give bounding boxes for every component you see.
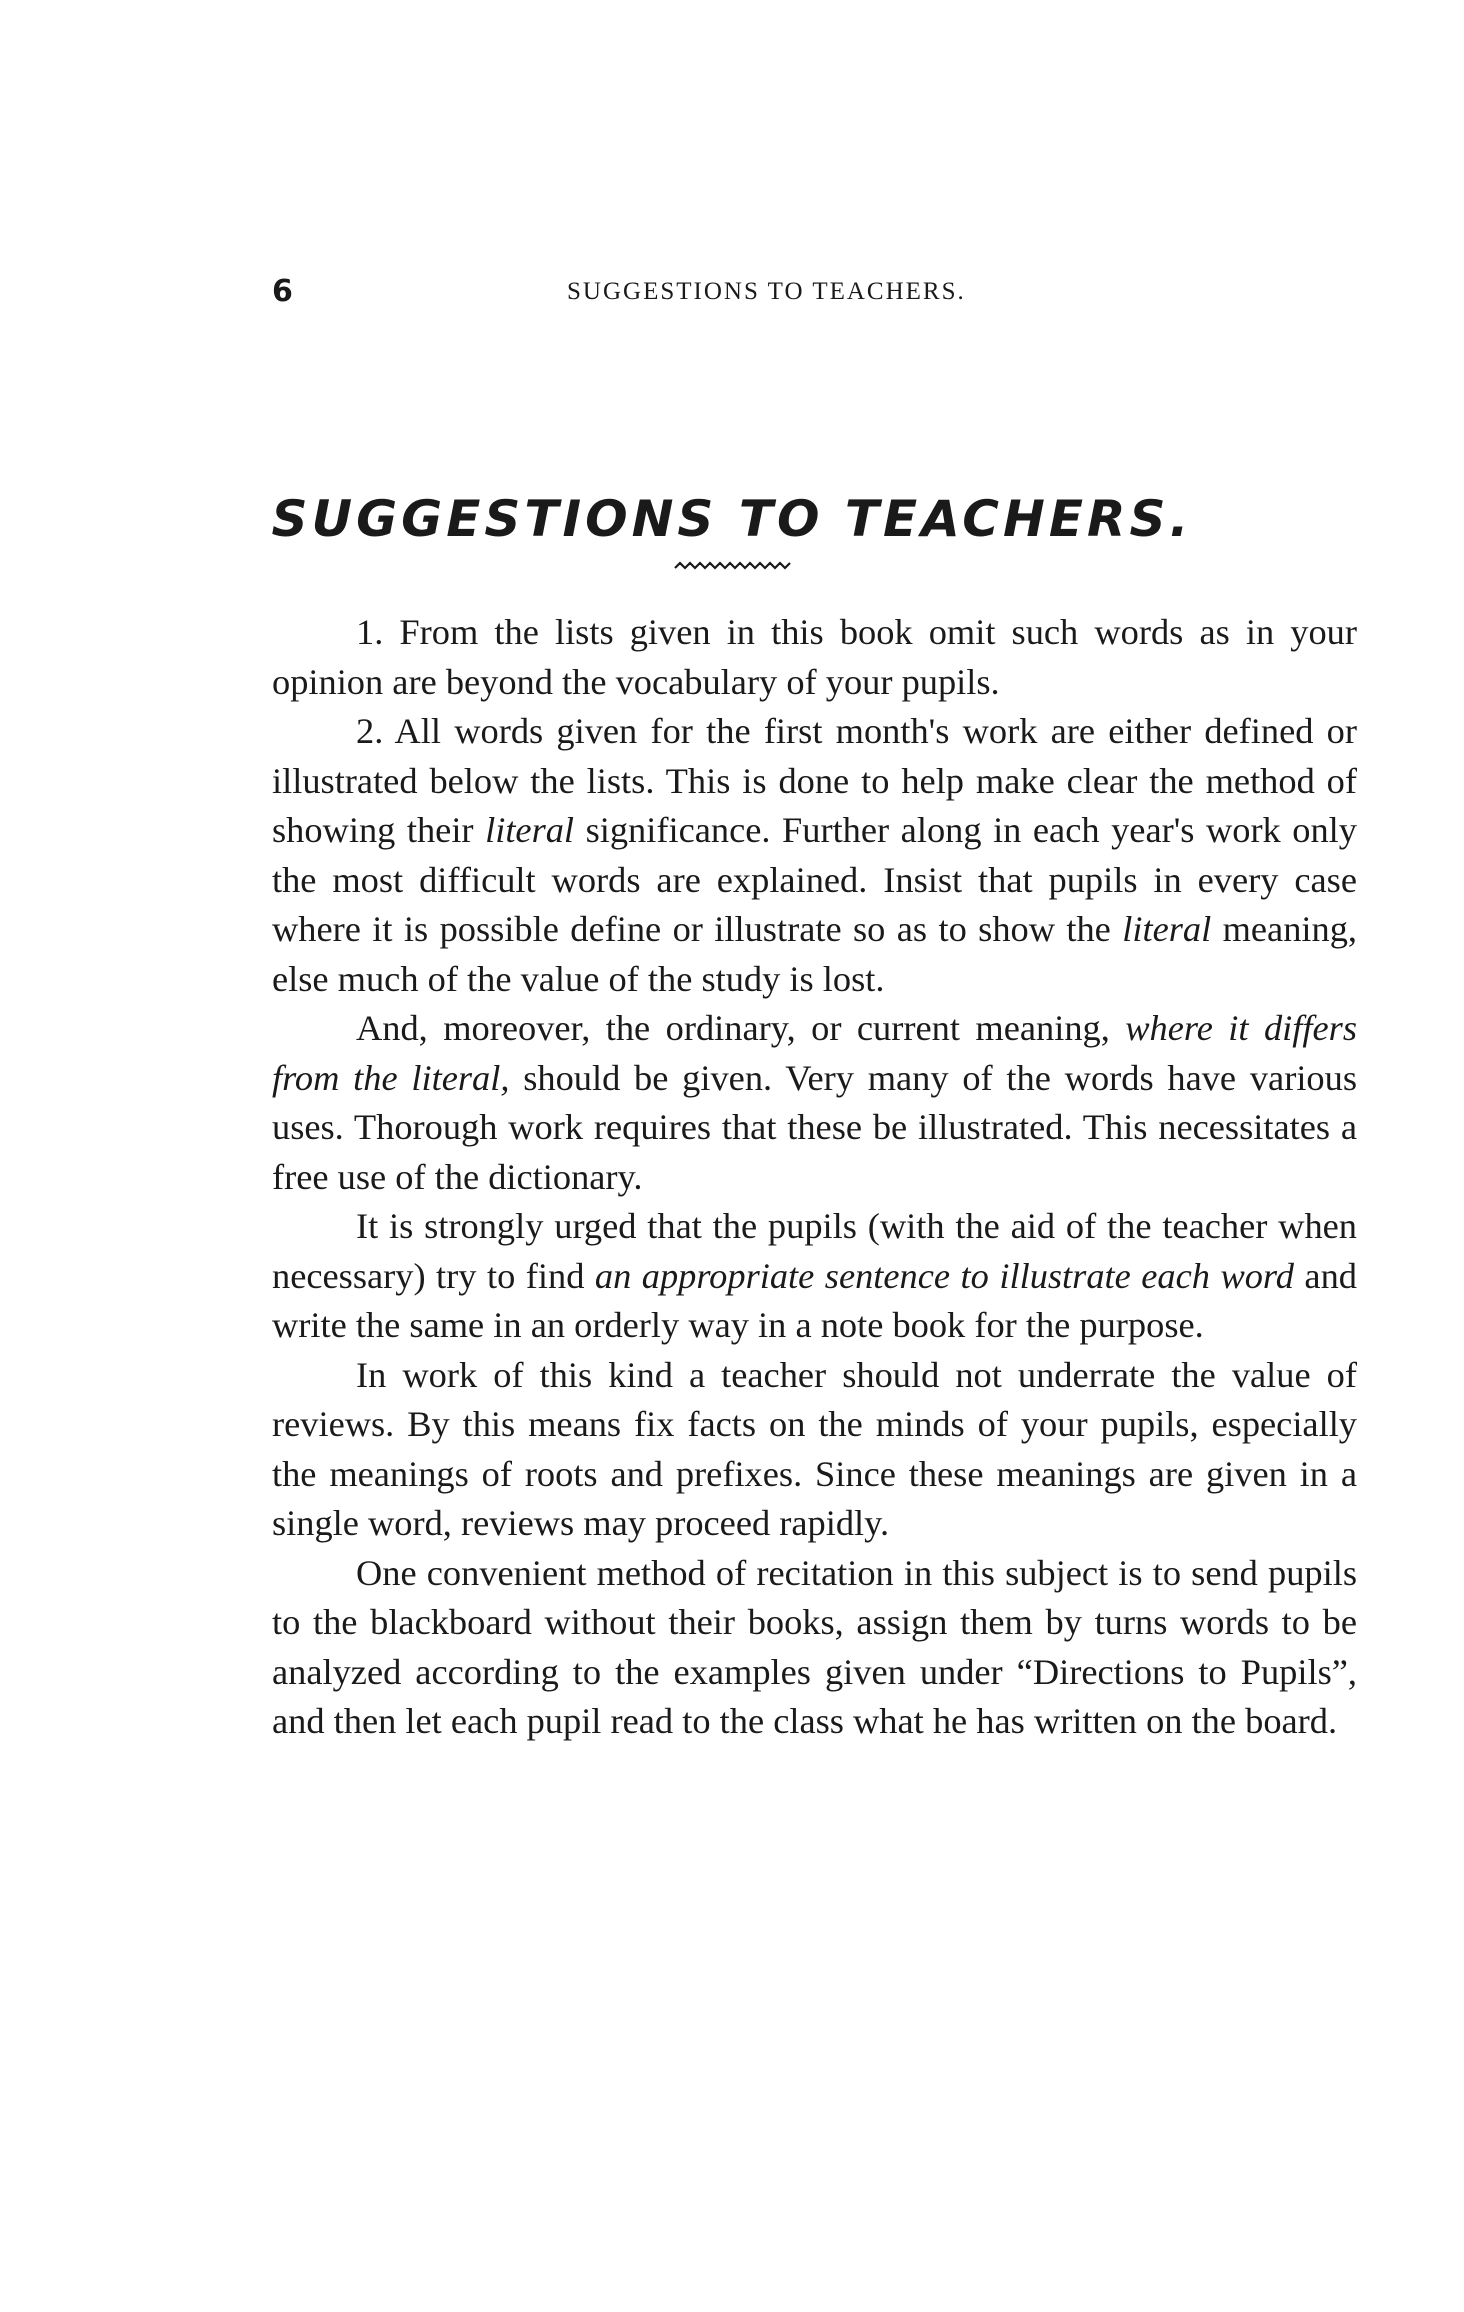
section-title: SUGGESTIONS TO TEACHERS.: [271, 490, 1193, 548]
paragraph-2-text-a: 2. All words given for the first month's work are either defined or illustrated below the lists. This is done to help make clear the method of showing their: [272, 711, 1357, 850]
emphasis-literal: literal: [485, 810, 575, 850]
emphasis-literal: literal: [1122, 909, 1212, 949]
paragraph-3: [272, 1004, 1357, 1202]
emphasis-where-differs: where it differs from the literal,: [272, 1008, 1357, 1098]
page-number: 6: [272, 274, 293, 309]
paragraph-1-text: 1. From the lists given in this book omit such words as in your opinion are beyond the vocabulary of your pupils.: [272, 612, 1357, 702]
paragraph-4-text-c: and write the same in an orderly way in a note book for the purpose.: [272, 1255, 1357, 1345]
running-head: [272, 272, 1362, 312]
paragraph-1: [272, 608, 1357, 707]
body-text: [272, 608, 1357, 1747]
paragraph-2-text-c: significance. Further along in each year's work only the most difficult words are explained. Insist that pupils in every case where it is possible define or illustrate so as to show the: [272, 810, 1357, 949]
paragraph-6: [272, 1549, 1357, 1747]
paragraph-5: [272, 1351, 1357, 1549]
emphasis-appropriate-sentence: an appropriate sentence to illustrate each word: [594, 1255, 1294, 1296]
paragraph-5-text: In work of this kind a teacher should not underrate the value of reviews. By this means fix facts on the minds of your pupils, especially the meanings of roots and prefixes. Since these meanings are given in a single word, reviews may proceed rapidly.: [272, 1354, 1357, 1543]
paragraph-4-text-a: It is strongly urged that the pupils (with the aid of the teacher when necessary) try to find: [272, 1206, 1357, 1296]
paragraph-3-text-c: should be given. Very many of the words have various uses. Thorough work requires that these be illustrated. This necessitates a free use of the dictionary.: [272, 1057, 1357, 1197]
paragraph-2-text-e: meaning, else much of the value of the study is lost.: [272, 909, 1357, 999]
wavy-rule-icon: [673, 560, 791, 576]
paragraph-6-text: One convenient method of recitation in this subject is to send pupils to the blackboard without their books, assign them by turns words to be analyzed according to the examples given under “Directions to Pupils”, and then let each pupil read to the class what he has written on the board.: [272, 1552, 1357, 1741]
paragraph-3-text-a: And, moreover, the ordinary, or current meaning,: [356, 1008, 1126, 1048]
paragraph-4: [272, 1202, 1357, 1351]
paragraph-2: [272, 707, 1357, 1004]
running-title: SUGGESTIONS TO TEACHERS.: [567, 278, 966, 305]
